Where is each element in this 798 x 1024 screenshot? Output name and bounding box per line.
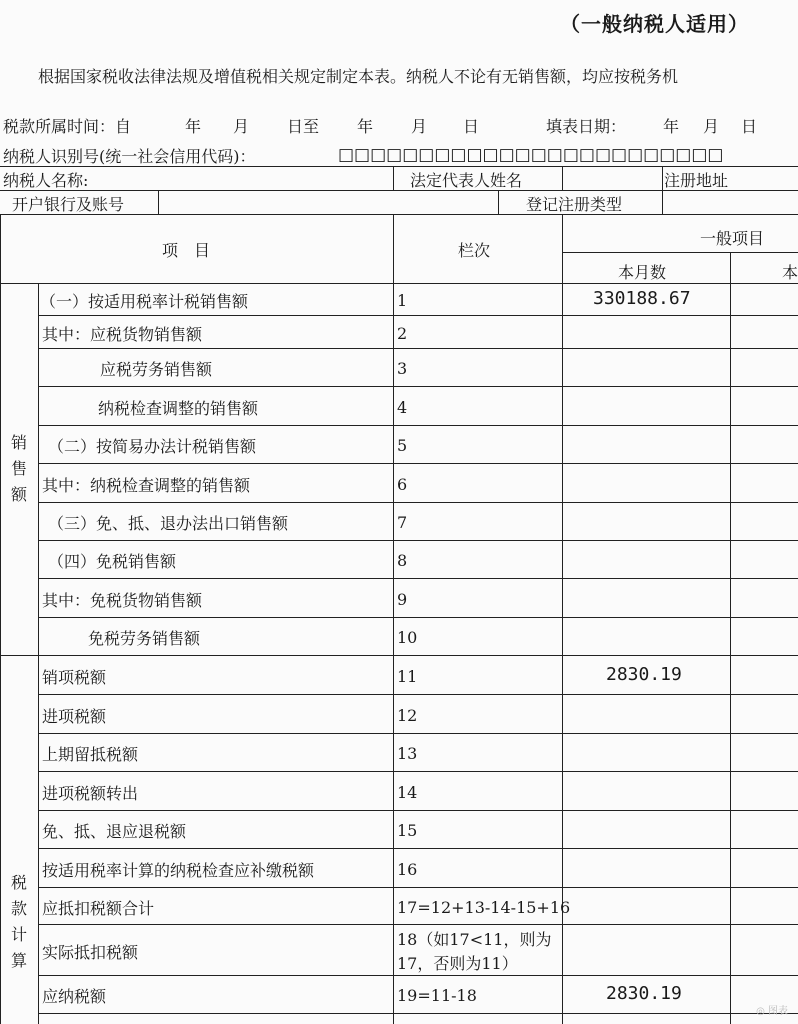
reg-address-label: 注册地址 [664, 171, 729, 190]
tax-period-day-to: 日至 [287, 117, 320, 136]
row-item-label: 免、抵、退应退税额 [42, 822, 187, 841]
row-item-label: 其中：免税货物销售额 [42, 590, 203, 610]
row-line-number: 12 [397, 705, 418, 725]
reg-type-label: 登记注册类型 [526, 195, 623, 214]
fill-date-label: 填表日期： [546, 117, 627, 136]
form-intro-text: 根据国家税收法律法规及增值税相关规定制定本表。纳税人不论有无销售额，均应按税务机 [38, 67, 679, 86]
legal-rep-label: 法定代表人姓名 [410, 171, 523, 190]
row-item-label: （三）免、抵、退办法出口销售额 [48, 514, 289, 533]
group-label-tax-char: 计 [10, 925, 27, 944]
row-month-value[interactable]: 2830.19 [606, 663, 682, 685]
tax-period-day2: 日 [463, 117, 480, 136]
group-label-tax-char: 算 [10, 951, 27, 970]
row-item-label: 其中：应税货物销售额 [42, 324, 203, 344]
row-item-label: 进项税额转出 [42, 783, 139, 803]
tax-period-month2: 月 [411, 117, 428, 136]
row-line-number: 11 [397, 666, 418, 686]
group-label-sales-char: 额 [10, 485, 27, 504]
row-line-number: 17=12+13-14-15+16 [397, 897, 571, 917]
row-item-label: 免税劳务销售额 [88, 629, 201, 648]
group-label-sales-char: 销 [10, 433, 27, 452]
group-label-sales-char: 售 [10, 459, 27, 478]
tax-period-year: 年 [185, 117, 202, 136]
tax-period-label: 税款所属时间：自 [3, 117, 132, 136]
row-line-number: 2 [397, 323, 408, 343]
row-line-number: 8 [397, 551, 408, 570]
row-line-number: 13 [397, 744, 418, 763]
row-line-number: 9 [397, 589, 408, 609]
form-subtitle: （一般纳税人适用） [560, 12, 749, 36]
row-item-label: 其中：纳税检查调整的销售额 [42, 475, 251, 495]
taxpayer-name-label: 纳税人名称: [3, 171, 89, 190]
row-month-value[interactable]: 330188.67 [593, 288, 691, 309]
group-label-tax-char: 税 [10, 873, 27, 892]
row-line-number: 16 [397, 859, 418, 879]
row-line-number: 5 [397, 436, 408, 455]
row-line-number: 6 [397, 474, 408, 494]
column-header-item: 项 目 [162, 241, 211, 260]
column-header-line: 栏次 [458, 241, 491, 260]
row-line-number: 14 [397, 782, 418, 802]
fill-date-year: 年 [663, 117, 680, 136]
row-item-label: （二）按简易办法计税销售额 [48, 437, 257, 456]
fill-date-month: 月 [703, 117, 720, 136]
row-item-label: 纳税检查调整的销售额 [98, 398, 259, 418]
row-item-label: 销项税额 [42, 667, 107, 687]
column-header-general: 一般项目 [700, 229, 765, 248]
bank-account-label: 开户银行及账号 [12, 195, 125, 214]
group-label-tax-char: 款 [10, 899, 27, 918]
row-line-number-cont: 17，否则为11） [397, 954, 518, 973]
row-item-label: 应税劳务销售额 [100, 360, 213, 379]
row-item-label: 按适用税率计算的纳税检查应补缴税额 [42, 860, 315, 880]
row-item-label: 上期留抵税额 [42, 745, 139, 764]
row-item-label: 进项税额 [42, 706, 107, 726]
taxpayer-id-label: 纳税人识别号(统一社会信用代码)： [3, 147, 256, 166]
row-line-number: 7 [397, 513, 408, 532]
row-item-label: （一）按适用税率计税销售额 [40, 292, 249, 311]
taxpayer-id-line [3, 144, 724, 167]
row-line-number: 1 [397, 291, 408, 310]
row-item-label: 应抵扣税额合计 [42, 898, 155, 918]
row-line-number: 4 [397, 397, 408, 417]
row-month-value[interactable]: 2830.19 [606, 983, 682, 1004]
taxpayer-id-input[interactable]: □□□□□□□□□□□□□□□□□□□□□□□□ [338, 145, 724, 165]
row-line-number: 15 [397, 821, 418, 840]
row-line-number: 10 [397, 628, 418, 647]
row-line-number: 3 [397, 359, 408, 378]
watermark: ◎ 图表 [756, 1006, 788, 1017]
group-label-tax [8, 870, 30, 974]
row-line-number: 18（如17<11，则为 [397, 930, 552, 949]
row-item-label: 实际抵扣税额 [42, 942, 139, 962]
row-item-label: （四）免税销售额 [48, 552, 177, 571]
tax-period-month: 月 [233, 117, 250, 136]
row-item-label: 应纳税额 [42, 987, 107, 1006]
column-header-month: 本月数 [618, 263, 667, 282]
group-label-sales [8, 430, 30, 508]
fill-date-day: 日 [741, 117, 758, 136]
tax-period-year2: 年 [357, 117, 374, 136]
column-header-cumulative: 本 [782, 263, 798, 282]
row-line-number: 19=11-18 [397, 986, 477, 1005]
